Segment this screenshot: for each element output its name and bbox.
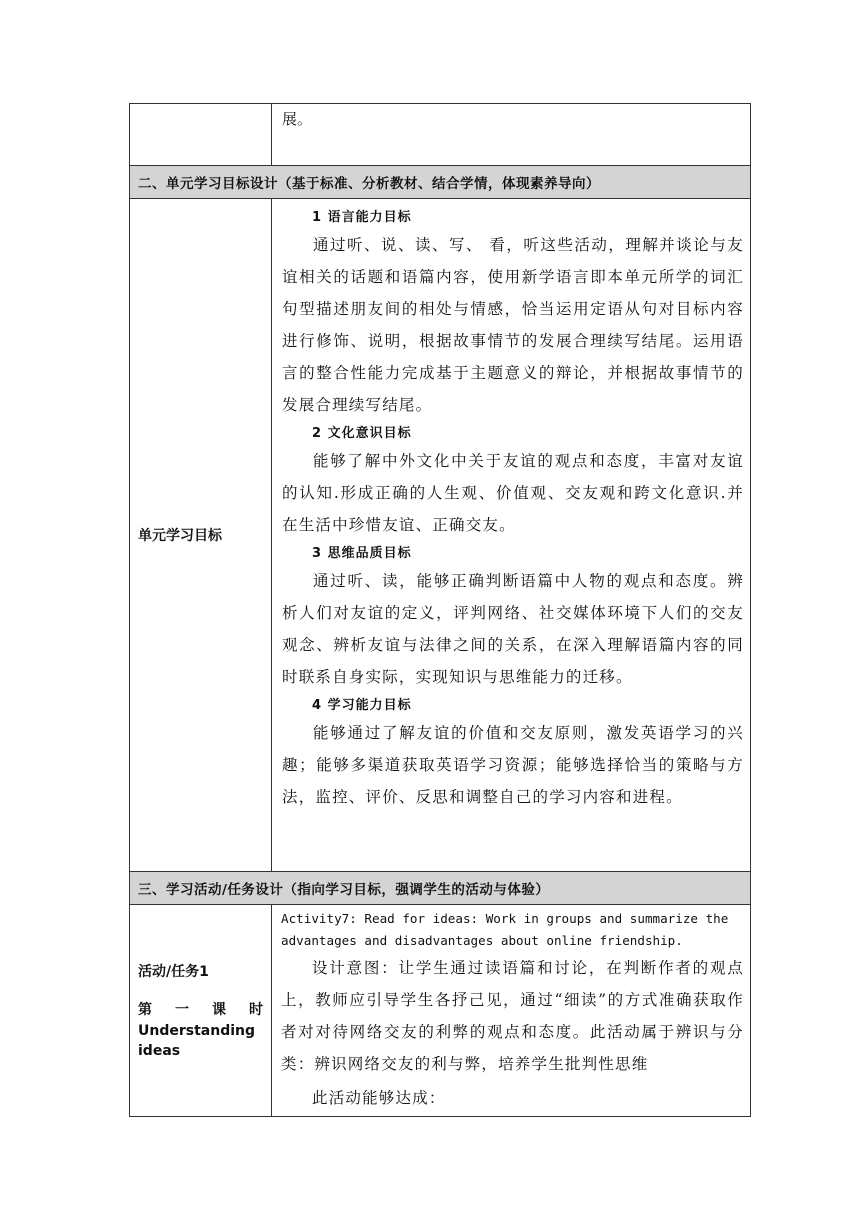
empty-cell	[130, 104, 272, 166]
lesson-char: 一	[175, 1001, 189, 1018]
lesson-char: 时	[249, 1001, 263, 1018]
lesson-char: 课	[212, 1001, 226, 1018]
goal-body: 通过听、说、读、写、 看，听这些活动，理解并谈论与友谊相关的话题和语篇内容，使用新学语言即本单元所学的词汇句型描述朋友间的相处与情感，恰当运用定语从句对目标内容进行修饰、说明，根据故事情节的发展合理续写结尾。运用语言的整合性能力完成基于主题意义的辩论，并根据故事情节的发展合理续写结尾。	[282, 236, 744, 414]
goal-heading: 2 文化意识目标	[312, 426, 412, 441]
activity-label	[130, 905, 272, 1117]
goals-row	[130, 199, 751, 872]
activity-content	[272, 905, 751, 1117]
section-header-activities	[130, 872, 751, 905]
section-title: 三、学习活动/任务设计（指向学习目标，强调学生的活动与体验）	[130, 872, 751, 905]
activity-instruction: Activity7: Read for ideas: Work in groups and summarize the advantages and disadvantages about online friendship.	[281, 911, 729, 948]
goal-heading: 3 思维品质目标	[312, 546, 412, 561]
lesson-char: 第	[138, 1001, 152, 1018]
goal-heading: 1 语言能力目标	[312, 210, 412, 225]
goals-content	[272, 199, 751, 872]
goal-body: 能够通过了解友谊的价值和交友原则，激发英语学习的兴趣；能够多渠道获取英语学习资源；能够选择恰当的策略与方法，监控、评价、反思和调整自己的学习内容和进程。	[282, 724, 744, 806]
section-title: 二、单元学习目标设计（基于标准、分析教材、结合学情，体现素养导向）	[130, 166, 751, 199]
section-header-goals	[130, 166, 751, 199]
design-intent: 设计意图：让学生通过读语篇和讨论，在判断作者的观点上，教师应引导学生各抒己见，通过“细读”的方式准确获取作者对对待网络交友的利弊的观点和态度。此活动属于辨识与分类：辨识网络交友的利与弊，培养学生批判性思维	[281, 959, 744, 1073]
continued-text: 展。	[272, 104, 751, 166]
activity-row	[130, 905, 751, 1117]
lesson-name: Understanding ideas	[138, 1022, 256, 1059]
goal-body: 能够了解中外文化中关于友谊的观点和态度，丰富对友谊的认知.形成正确的人生观、价值观、交友观和跨文化意识.并在生活中珍惜友谊、正确交友。	[282, 452, 744, 534]
goal-heading: 4 学习能力目标	[312, 698, 412, 713]
lesson-label	[138, 999, 263, 1019]
task-title: 活动/任务1	[138, 963, 209, 980]
lesson-plan-table	[129, 103, 751, 1117]
goals-label: 单元学习目标	[130, 199, 272, 872]
activity-outcome: 此活动能够达成：	[312, 1089, 446, 1107]
table-row	[130, 104, 751, 166]
goal-body: 通过听、读，能够正确判断语篇中人物的观点和态度。辨析人们对友谊的定义，评判网络、社交媒体环境下人们的交友观念、辨析友谊与法律之间的关系，在深入理解语篇内容的同时联系自身实际，实现知识与思维能力的迁移。	[282, 572, 744, 686]
